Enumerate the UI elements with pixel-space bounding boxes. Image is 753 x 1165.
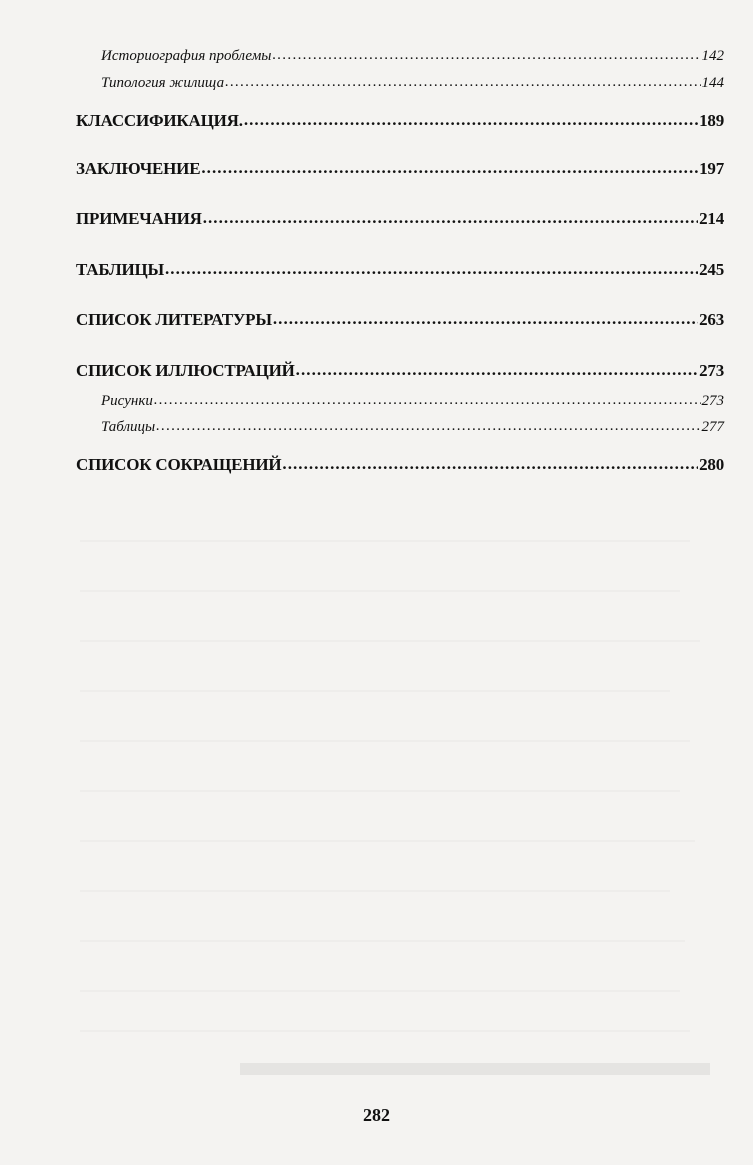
bleed-through-heading	[240, 1063, 710, 1075]
toc-entry-abbreviations[interactable]	[76, 452, 724, 478]
table-of-contents	[76, 43, 724, 478]
toc-entry-historiography[interactable]	[76, 43, 724, 69]
dot-leader	[201, 155, 698, 181]
bleed-through-line	[80, 940, 685, 942]
toc-entry-title: ЗАКЛЮЧЕНИЕ	[76, 159, 201, 178]
toc-entry-figures[interactable]	[76, 388, 724, 414]
bleed-through-line	[80, 1030, 690, 1032]
dot-leader	[156, 413, 700, 439]
bleed-through-line	[80, 840, 695, 842]
bleed-through-line	[80, 590, 680, 592]
dot-leader	[296, 357, 698, 383]
dot-leader	[154, 387, 701, 413]
dot-leader	[225, 69, 700, 95]
toc-entry-conclusion[interactable]	[76, 156, 724, 182]
toc-entry-title: Историография проблемы	[101, 48, 272, 64]
toc-entry-page: 277	[701, 419, 724, 435]
dot-leader	[273, 306, 698, 332]
toc-entry-notes[interactable]	[76, 206, 724, 232]
bleed-through-line	[80, 740, 690, 742]
dot-leader	[272, 42, 700, 68]
bleed-through-line	[80, 540, 690, 542]
toc-entry-page: 245	[699, 260, 724, 279]
toc-entry-title: Рисунки	[101, 393, 153, 409]
toc-entry-page: 197	[699, 159, 724, 178]
toc-entry-tables[interactable]	[76, 257, 724, 283]
toc-entry-tables-list[interactable]	[76, 414, 724, 440]
toc-entry-classification[interactable]	[76, 108, 724, 134]
toc-entry-page: 142	[701, 48, 724, 64]
toc-entry-title: СПИСОК СОКРАЩЕНИЙ	[76, 455, 282, 474]
toc-entry-title: ТАБЛИЦЫ	[76, 260, 164, 279]
dot-leader	[203, 205, 698, 231]
dot-leader	[244, 107, 698, 133]
toc-entry-title: Типология жилища	[101, 75, 225, 91]
toc-entry-page: 144	[701, 75, 724, 91]
toc-entry-page: 280	[699, 455, 724, 474]
toc-entry-page: 273	[701, 393, 724, 409]
toc-entry-title: ПРИМЕЧАНИЯ	[76, 209, 202, 228]
dot-leader	[165, 256, 698, 282]
toc-entry-page: 189	[699, 111, 724, 130]
toc-entry-title: СПИСОК ИЛЛЮСТРАЦИЙ	[76, 361, 295, 380]
toc-entry-page: 214	[699, 209, 724, 228]
toc-entry-page: 273	[699, 361, 724, 380]
bleed-through-line	[80, 640, 700, 642]
bleed-through-line	[80, 690, 670, 692]
toc-entry-references[interactable]	[76, 307, 724, 333]
bleed-through-line	[80, 990, 680, 992]
toc-entry-title: Таблицы	[101, 419, 156, 435]
toc-entry-page: 263	[699, 310, 724, 329]
bleed-through-line	[80, 890, 670, 892]
toc-entry-title: СПИСОК ЛИТЕРАТУРЫ	[76, 310, 272, 329]
toc-entry-title: КЛАССИФИКАЦИЯ.	[76, 111, 243, 130]
bleed-through-line	[80, 790, 680, 792]
toc-entry-illustrations[interactable]	[76, 358, 724, 384]
page-number: 282	[363, 1105, 390, 1125]
toc-entry-dwelling-typology[interactable]	[76, 70, 724, 96]
dot-leader	[282, 451, 698, 477]
